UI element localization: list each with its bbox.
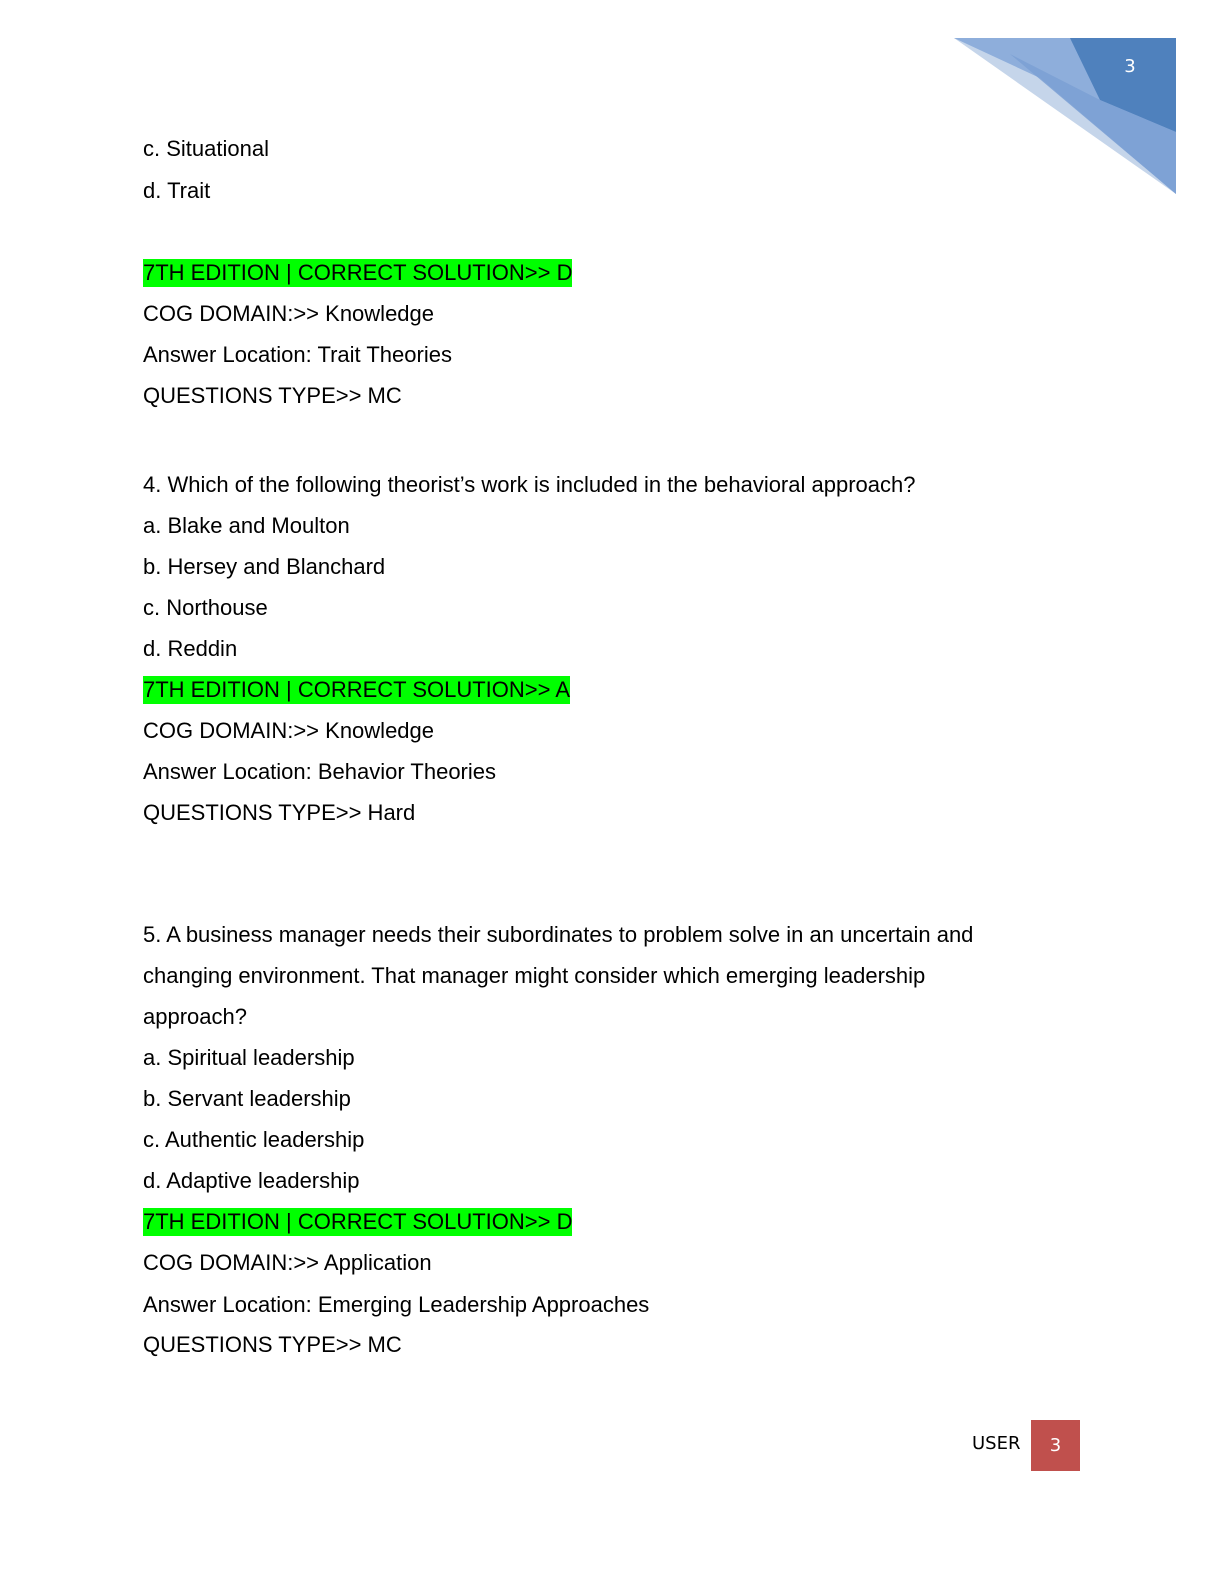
q4-solution <box>143 677 570 703</box>
q4-option-b: b. Hersey and Blanchard <box>143 554 386 579</box>
q3-solution <box>143 260 572 286</box>
q4-question-type: QUESTIONS TYPE>> Hard <box>143 800 416 825</box>
q5-cog-domain: COG DOMAIN:>> Application <box>143 1250 432 1275</box>
q4-option-a: a. Blake and Moulton <box>143 513 350 538</box>
q4-question: 4. Which of the following theorist’s work is included in the behavioral approach? <box>143 472 916 497</box>
q4-cog-domain: COG DOMAIN:>> Knowledge <box>143 718 435 743</box>
q5-solution-highlight: 7TH EDITION | CORRECT SOLUTION>> D <box>143 1209 573 1234</box>
q5-question-type: QUESTIONS TYPE>> MC <box>143 1332 402 1357</box>
footer-user-label: USER <box>972 1433 1021 1454</box>
q4-option-c: c. Northouse <box>143 595 268 620</box>
q5-solution <box>143 1209 572 1235</box>
q5-option-c: c. Authentic leadership <box>143 1127 365 1152</box>
q5-question-line3: approach? <box>143 1004 247 1029</box>
q5-question-line2: changing environment. That manager might consider which emerging leadership <box>143 963 926 988</box>
q5-option-d: d. Adaptive leadership <box>143 1168 360 1193</box>
header-page-number: 3 <box>1124 56 1136 77</box>
q3-cog-domain: COG DOMAIN:>> Knowledge <box>143 301 435 326</box>
q5-answer-location: Answer Location: Emerging Leadership Approaches <box>143 1292 650 1317</box>
q3-option-d: d. Trait <box>143 178 211 203</box>
q4-solution-highlight: 7TH EDITION | CORRECT SOLUTION>> A <box>143 677 571 702</box>
q3-question-type: QUESTIONS TYPE>> MC <box>143 383 402 408</box>
q5-question-line1: 5. A business manager needs their subordinates to problem solve in an uncertain and <box>143 922 974 947</box>
q5-option-b: b. Servant leadership <box>143 1086 351 1111</box>
q4-answer-location: Answer Location: Behavior Theories <box>143 759 497 784</box>
q4-option-d: d. Reddin <box>143 636 238 661</box>
q3-option-c: c. Situational <box>143 136 269 161</box>
q3-answer-location: Answer Location: Trait Theories <box>143 342 452 367</box>
q5-option-a: a. Spiritual leadership <box>143 1045 355 1070</box>
q3-solution-highlight: 7TH EDITION | CORRECT SOLUTION>> D <box>143 260 573 285</box>
footer-page-number: 3 <box>1031 1420 1080 1471</box>
